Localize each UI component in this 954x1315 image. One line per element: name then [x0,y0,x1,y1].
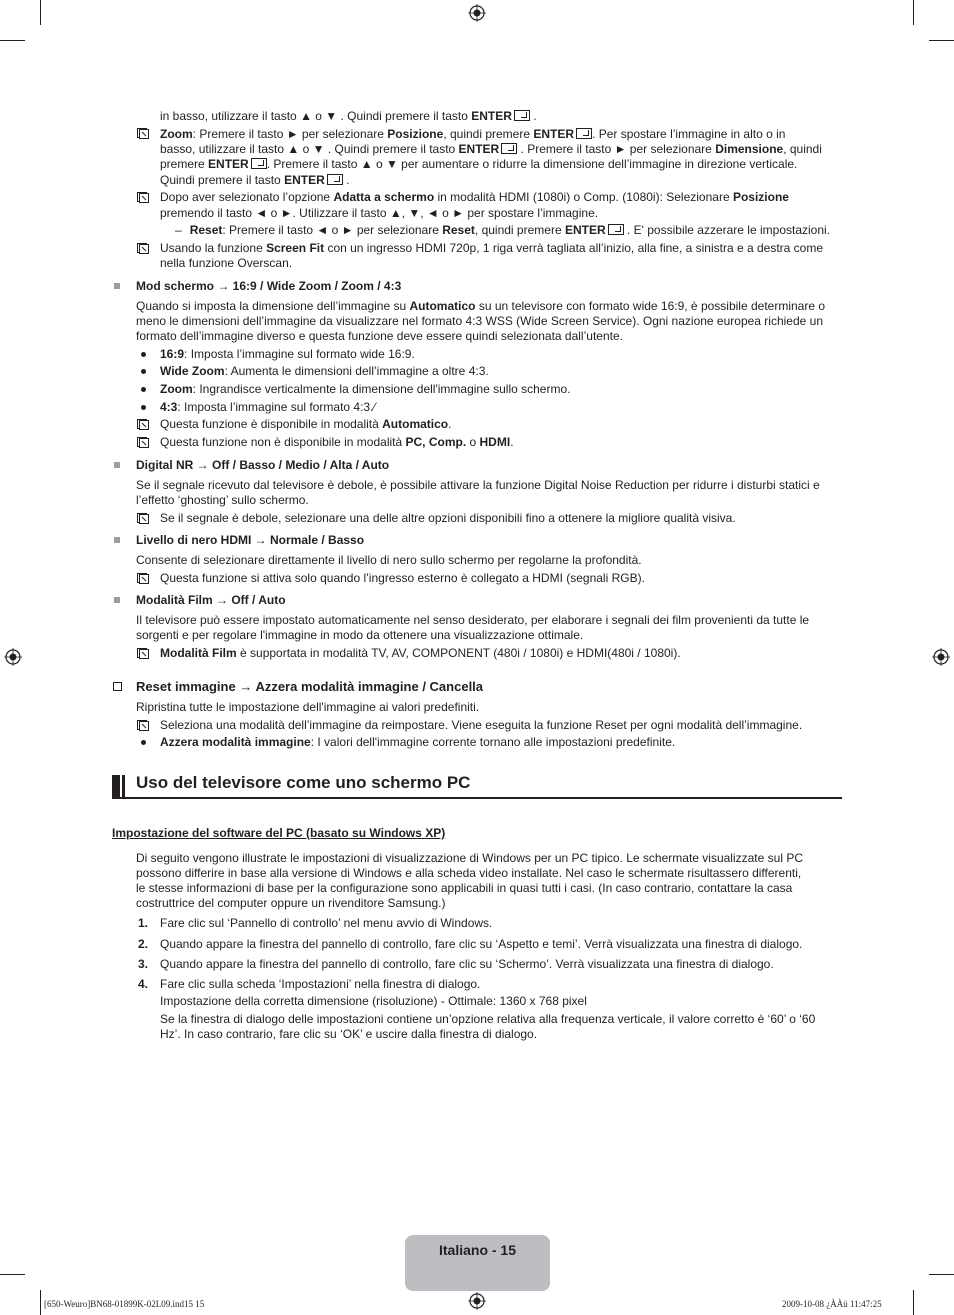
text-line: possono differire in base alla versione di Windows e alla scheda video installate. Nel caso le schermate risultassero differenti, [136,866,802,880]
page-number: Italiano - 15 [438,1242,517,1258]
step-number: 3. [138,957,149,971]
enter-key-icon [514,110,530,121]
digital-nr-heading: Digital NR → Off / Basso / Medio / Alta / Auto [136,458,390,472]
crop-mark [929,40,954,41]
bullet-dot [141,352,146,357]
note-line: Se il segnale è debole, selezionare una delle altre opzioni disponibili fino a ottenere la migliore qualità visiva. [160,511,736,525]
step-text: Fare clic sul ‘Pannello di controllo’ nel menu avvio di Windows. [160,916,493,930]
enter-key-icon [501,143,517,154]
section-marker-square [114,283,120,289]
section-title-marker [112,775,120,797]
crop-mark [913,0,914,25]
note-line: Questa funzione non è disponibile in modalità PC, Comp. o HDMI. [160,435,514,449]
enter-key-icon [576,128,592,139]
text-line: Ripristina tutte le impostazione dell'immagine ai valori predefiniti. [136,700,480,714]
section-rule [112,797,842,799]
text-line: le stesse informazioni di base per la configurazione sono applicabili in quasi tutti i casi. (In caso contrario, contattare la casa [136,881,793,895]
modalita-film-heading: Modalità Film → Off / Auto [136,593,286,607]
list-item: Azzera modalità immagine: I valori dell'immagine corrente tornano alle impostazioni predefinite. [160,735,676,749]
text-line: meno le dimensioni dell’immagine da visualizzare nel formato 4:3 WSS (Wide Screen Service). Ogni nazione europea richiede un [136,314,824,328]
note-screen-fit: Usando la funzione Screen Fit con un ingresso HDMI 720p, 1 riga verrà tagliata all’inizio, alla fine, a sinistra e a destra come [160,241,824,255]
note-icon [137,437,149,448]
bullet-dot [141,740,146,745]
step-text: Hz’. In caso contrario, fare clic su ‘OK’ e uscire dalla finestra di dialogo. [160,1027,538,1041]
note-icon [137,128,149,139]
note-icon [137,243,149,254]
note-zoom: Zoom: Premere il tasto ► per selezionare Posizione, quindi premere ENTER . Per spostare l’immagine in alto o in [160,127,786,141]
enter-key-icon [327,174,343,185]
checkbox-marker [113,682,122,691]
section-title: Uso del televisore come uno schermo PC [136,773,471,792]
text-line: Se il segnale ricevuto dal televisore è debole, è possibile attivare la funzione Digital Noise Reduction per ridurre i disturbi statici e [136,478,820,492]
reset-immagine-heading: Reset immagine → Azzera modalità immagine / Cancella [136,679,484,694]
text-line: in basso, utilizzare il tasto ▲ o ▼ . Quindi premere il tasto ENTER . [160,109,537,123]
text-line: premendo il tasto ◄ o ►. Utilizzare il tasto ▲, ▼, ◄ o ► per spostare l’immagine. [160,206,599,220]
registration-mark-icon [468,4,486,22]
bullet-dot [141,387,146,392]
note-icon [137,513,149,524]
text-line: Consente di selezionare direttamente il livello di nero sullo schermo per regolarne la profondità. [136,553,642,567]
registration-mark-icon [468,1292,486,1310]
note-line: Questa funzione è disponibile in modalità Automatico. [160,417,452,431]
step-text: Se la finestra di dialogo delle impostazioni contiene un’opzione relativa alla frequenza verticale, il valore corretto è ‘60’ o ‘60 [160,1012,816,1026]
note-line: Modalità Film è supportata in modalità TV, AV, COMPONENT (480i / 1080i) e HDMI(480i / 1080i). [160,646,681,660]
text-line: costruttrice del computer oppure un rivenditore Samsung.) [136,896,446,910]
step-text: Quando appare la finestra del pannello di controllo, fare clic su ‘Schermo’. Verrà visualizzata una finestra di dialogo. [160,957,774,971]
note-icon [137,648,149,659]
print-imprint-left: [650-Weuro]BN68-01899K-02L09.ind15 15 [44,1299,205,1309]
bullet-dot [141,405,146,410]
text-line: nella funzione Overscan. [160,256,293,270]
note-icon [137,573,149,584]
crop-mark [40,0,41,25]
text-line: formato dell’immagine diverso e questa funzione deve essere quindi selezionata dall’utente. [136,329,623,343]
registration-mark-icon [932,648,950,666]
reset-line: – Reset: Premere il tasto ◄ o ► per selezionare Reset, quindi premere ENTER . E' possibile azzerare le impostazioni. [175,223,831,237]
crop-mark [0,1274,25,1275]
crop-mark [0,40,25,41]
text-line: Quando si imposta la dimensione dell’immagine su Automatico su un televisore con formato wide 16:9, è possibile determinare o [136,299,826,313]
crop-mark [913,1290,914,1315]
step-number: 1. [138,916,149,930]
print-imprint-right: 2009-10-08 ¿ÀÀü 11:47:25 [782,1299,882,1309]
note-icon [137,720,149,731]
note-icon [137,419,149,430]
step-text: Fare clic sulla scheda ‘Impostazioni’ nella finestra di dialogo. [160,977,481,991]
note-line: Seleziona una modalità dell’immagine da reimpostare. Viene eseguita la funzione Reset per ogni modalità dell’immagine. [160,718,803,732]
crop-mark [40,1290,41,1315]
list-item: 4:3: Imposta l’immagine sul formato 4:3.⁄ [160,400,376,414]
subsection-title: Impostazione del software del PC (basato su Windows XP) [112,826,446,840]
note-adatta: Dopo aver selezionato l’opzione Adatta a schermo in modalità HDMI (1080i) o Comp. (1080i): Selezionare Posizione [160,190,789,204]
text-line: Il televisore può essere impostato automaticamente nel senso desiderato, per elaborare i segnali dei film provenienti da tutte le [136,613,810,627]
enter-key-icon [251,158,267,169]
registration-mark-icon [4,648,22,666]
step-number: 4. [138,977,149,991]
text-line: l’effetto ‘ghosting’ sullo schermo. [136,493,309,507]
bullet-dot [141,369,146,374]
step-number: 2. [138,937,149,951]
section-marker-square [114,597,120,603]
section-marker-square [114,462,120,468]
enter-key-icon [608,224,624,235]
text-line: premere ENTER . Premere il tasto ▲ o ▼ per aumentare o ridurre la dimensione dell’immagine in direzione verticale. [160,157,798,171]
section-title-marker [122,775,125,797]
list-item: Wide Zoom: Aumenta le dimensioni dell’immagine a oltre 4:3. [160,364,489,378]
text-line: Quindi premere il tasto ENTER . [160,173,350,187]
text-line: sorgenti e per regolare l'immagine in modo da ottenere una visualizzazione ottimale. [136,628,584,642]
list-item: Zoom: Ingrandisce verticalmente la dimensione dell'immagine sullo schermo. [160,382,571,396]
crop-mark [929,1274,954,1275]
note-line: Questa funzione si attiva solo quando l’ingresso esterno è collegato a HDMI (segnali RGB). [160,571,645,585]
livello-nero-heading: Livello di nero HDMI → Normale / Basso [136,533,365,547]
section-marker-square [114,537,120,543]
mod-schermo-heading: Mod schermo → 16:9 / Wide Zoom / Zoom / 4:3 [136,279,402,293]
step-text: Impostazione della corretta dimensione (risoluzione) - Ottimale: 1360 x 768 pixel [160,994,587,1008]
list-item: 16:9: Imposta l’immagine sul formato wide 16:9. [160,347,415,361]
text-line: basso, utilizzare il tasto ▲ o ▼ . Quindi premere il tasto ENTER . Premere il tasto ► per selezionare Dimensione, quindi [160,142,822,156]
text-line: Di seguito vengono illustrate le impostazioni di visualizzazione di Windows per un PC tipico. Le schermate visualizzate sul PC [136,851,803,865]
step-text: Quando appare la finestra del pannello di controllo, fare clic su ‘Aspetto e temi’. Verrà visualizzata una finestra di dialogo. [160,937,803,951]
note-icon [137,192,149,203]
